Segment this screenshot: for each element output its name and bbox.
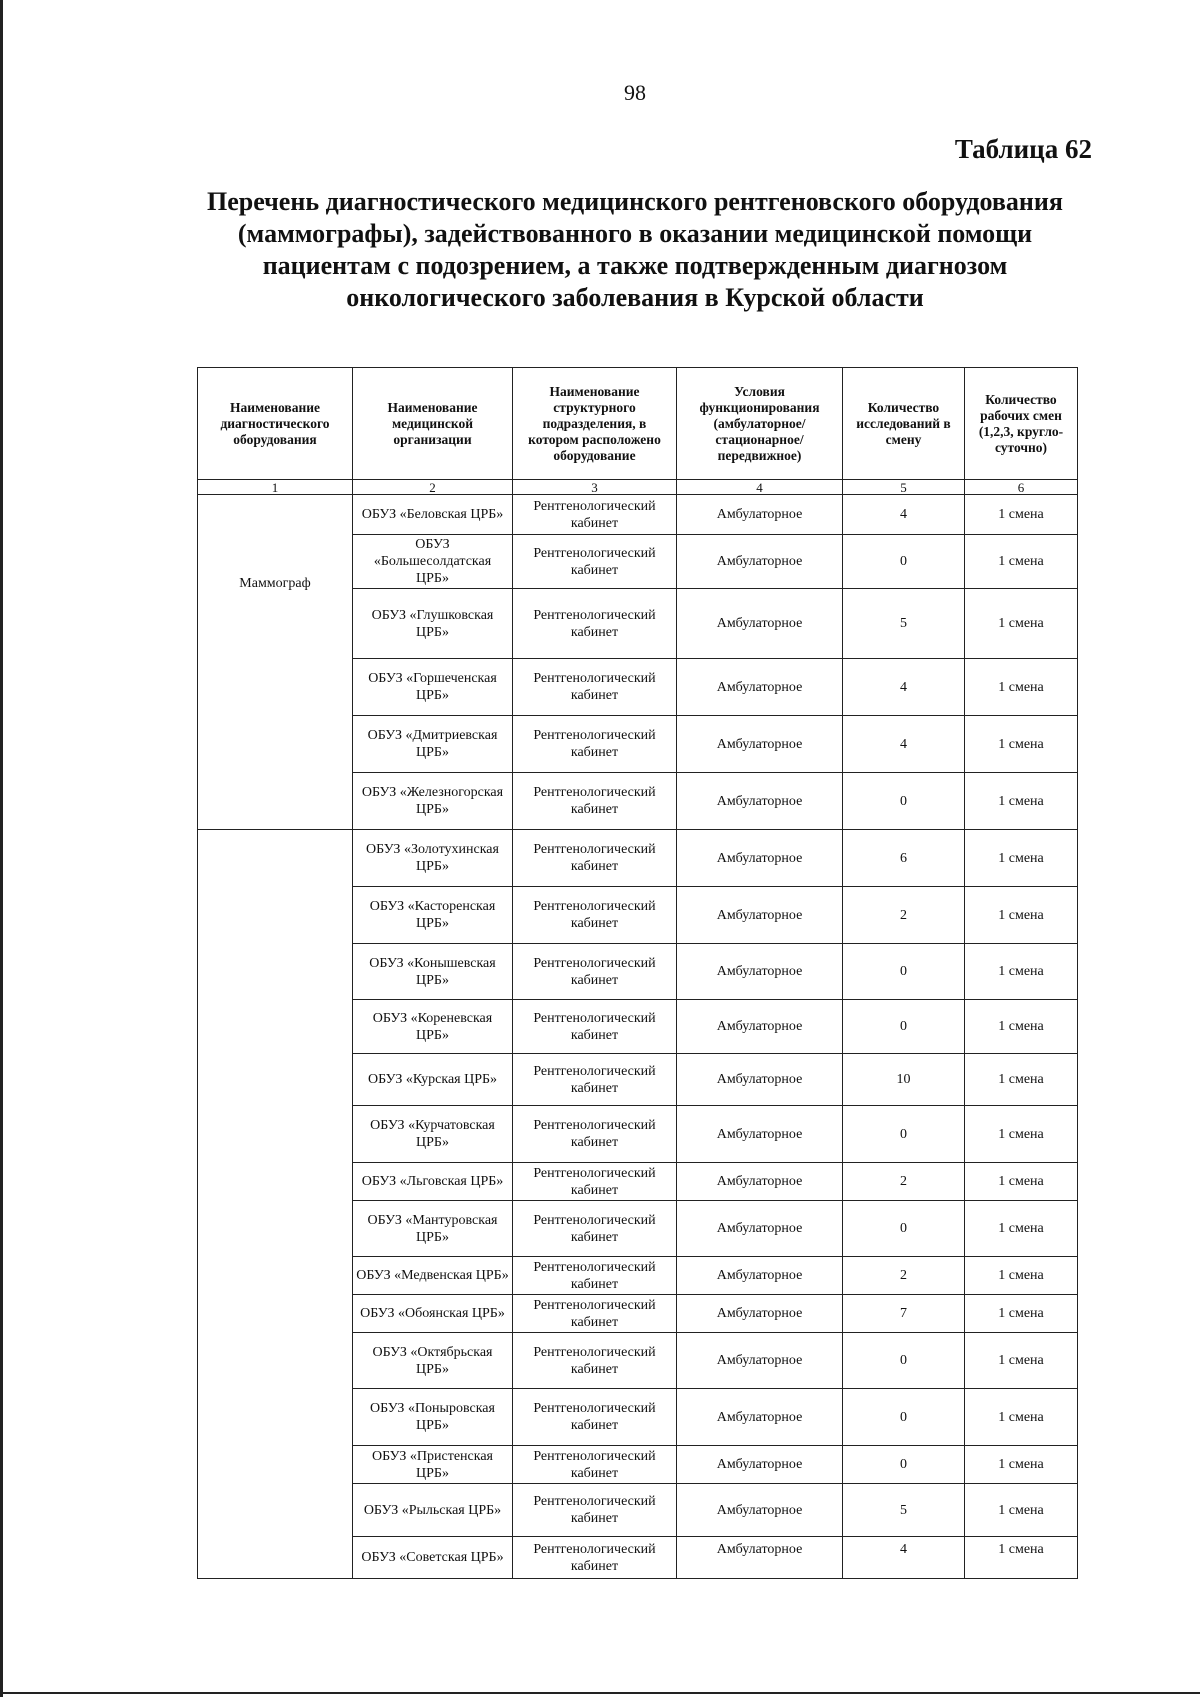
header-row <box>198 368 1078 480</box>
count-cell: 2 <box>843 887 965 944</box>
shifts-cell: 1 смена <box>965 659 1078 716</box>
dept-cell: Рентгенологический кабинет <box>513 1201 677 1257</box>
dept-cell: Рентгенологический кабинет <box>513 1000 677 1054</box>
count-cell: 0 <box>843 1201 965 1257</box>
conditions-cell: Амбулаторное <box>677 659 843 716</box>
org-cell: ОБУЗ «Горшеченская ЦРБ» <box>353 659 513 716</box>
column-header: Условия функционирования (амбулаторное/ стационарное/ передвижное) <box>677 368 843 480</box>
equipment-cell-continued <box>198 830 353 1579</box>
dept-cell: Рентгенологический кабинет <box>513 1163 677 1201</box>
org-cell: ОБУЗ «Касторенская ЦРБ» <box>353 887 513 944</box>
equipment-cell: Маммограф <box>198 495 353 830</box>
equipment-table <box>197 367 1078 1579</box>
column-number-row <box>198 480 1078 495</box>
conditions-cell: Амбулаторное <box>677 1295 843 1333</box>
dept-cell: Рентгенологический кабинет <box>513 944 677 1000</box>
org-cell: ОБУЗ «Рыльская ЦРБ» <box>353 1484 513 1537</box>
count-cell: 0 <box>843 1446 965 1484</box>
shifts-cell: 1 смена <box>965 1257 1078 1295</box>
shifts-cell: 1 смена <box>965 944 1078 1000</box>
count-cell: 0 <box>843 1389 965 1446</box>
dept-cell: Рентгенологический кабинет <box>513 659 677 716</box>
org-cell: ОБУЗ «Глушковская ЦРБ» <box>353 589 513 659</box>
document-title: Перечень диагностического медицинского рентгеновского оборудования (маммографы), задействованного в оказании медицинской помощи пациентам с подозрением, а также подтвержденным диагнозом онкологического заболевания в Курской области <box>207 187 1063 312</box>
count-cell: 10 <box>843 1054 965 1106</box>
shifts-cell: 1 смена <box>965 1484 1078 1537</box>
org-cell: ОБУЗ «Курчатовская ЦРБ» <box>353 1106 513 1163</box>
count-cell: 4 <box>843 1537 965 1579</box>
count-cell: 4 <box>843 659 965 716</box>
column-number: 1 <box>198 480 353 495</box>
dept-cell: Рентгенологический кабинет <box>513 1446 677 1484</box>
shifts-cell: 1 смена <box>965 589 1078 659</box>
conditions-cell: Амбулаторное <box>677 1333 843 1389</box>
org-cell: ОБУЗ «Поныровская ЦРБ» <box>353 1389 513 1446</box>
org-cell: ОБУЗ «Пристенская ЦРБ» <box>353 1446 513 1484</box>
column-header: Количество рабочих смен (1,2,3, кругло-суточно) <box>965 368 1078 480</box>
count-cell: 6 <box>843 830 965 887</box>
conditions-cell: Амбулаторное <box>677 887 843 944</box>
shifts-cell: 1 смена <box>965 773 1078 830</box>
org-cell: ОБУЗ «Обоянская ЦРБ» <box>353 1295 513 1333</box>
shifts-cell: 1 смена <box>965 495 1078 535</box>
dept-cell: Рентгенологический кабинет <box>513 716 677 773</box>
conditions-cell: Амбулаторное <box>677 830 843 887</box>
dept-cell: Рентгенологический кабинет <box>513 1537 677 1579</box>
conditions-cell: Амбулаторное <box>677 1257 843 1295</box>
conditions-cell: Амбулаторное <box>677 716 843 773</box>
count-cell: 2 <box>843 1257 965 1295</box>
org-cell: ОБУЗ «Октябрьская ЦРБ» <box>353 1333 513 1389</box>
org-cell: ОБУЗ «Конышевская ЦРБ» <box>353 944 513 1000</box>
dept-cell: Рентгенологический кабинет <box>513 589 677 659</box>
org-cell: ОБУЗ «Железногорская ЦРБ» <box>353 773 513 830</box>
org-cell: ОБУЗ «Кореневская ЦРБ» <box>353 1000 513 1054</box>
count-cell: 2 <box>843 1163 965 1201</box>
dept-cell: Рентгенологический кабинет <box>513 1333 677 1389</box>
table-label: Таблица 62 <box>954 134 1092 164</box>
org-cell: ОБУЗ «Золотухинская ЦРБ» <box>353 830 513 887</box>
count-cell: 4 <box>843 495 965 535</box>
count-cell: 0 <box>843 1000 965 1054</box>
count-cell: 5 <box>843 589 965 659</box>
column-header: Количество исследований в смену <box>843 368 965 480</box>
shifts-cell: 1 смена <box>965 1163 1078 1201</box>
conditions-cell: Амбулаторное <box>677 1537 843 1579</box>
org-cell: ОБУЗ «Советская ЦРБ» <box>353 1537 513 1579</box>
shifts-cell: 1 смена <box>965 1446 1078 1484</box>
shifts-cell: 1 смена <box>965 1295 1078 1333</box>
conditions-cell: Амбулаторное <box>677 1201 843 1257</box>
column-number: 5 <box>843 480 965 495</box>
org-cell: ОБУЗ «Мантуровская ЦРБ» <box>353 1201 513 1257</box>
table-row <box>198 830 1078 887</box>
count-cell: 0 <box>843 773 965 830</box>
shifts-cell: 1 смена <box>965 1054 1078 1106</box>
dept-cell: Рентгенологический кабинет <box>513 1389 677 1446</box>
dept-cell: Рентгенологический кабинет <box>513 1484 677 1537</box>
shifts-cell: 1 смена <box>965 1201 1078 1257</box>
dept-cell: Рентгенологический кабинет <box>513 887 677 944</box>
shifts-cell: 1 смена <box>965 1333 1078 1389</box>
column-header: Наименование структурного подразделения, в котором расположено оборудование <box>513 368 677 480</box>
conditions-cell: Амбулаторное <box>677 589 843 659</box>
org-cell: ОБУЗ «Медвенская ЦРБ» <box>353 1257 513 1295</box>
column-number: 2 <box>353 480 513 495</box>
conditions-cell: Амбулаторное <box>677 1446 843 1484</box>
org-cell: ОБУЗ «Большесолдатская ЦРБ» <box>353 535 513 589</box>
page-bottom-line <box>0 1692 1200 1694</box>
shifts-cell: 1 смена <box>965 887 1078 944</box>
column-header: Наименование медицинской организации <box>353 368 513 480</box>
org-cell: ОБУЗ «Курская ЦРБ» <box>353 1054 513 1106</box>
count-cell: 7 <box>843 1295 965 1333</box>
column-header: Наименование диагностического оборудования <box>198 368 353 480</box>
dept-cell: Рентгенологический кабинет <box>513 1295 677 1333</box>
dept-cell: Рентгенологический кабинет <box>513 1054 677 1106</box>
shifts-cell: 1 смена <box>965 535 1078 589</box>
count-cell: 4 <box>843 716 965 773</box>
conditions-cell: Амбулаторное <box>677 1000 843 1054</box>
conditions-cell: Амбулаторное <box>677 1054 843 1106</box>
shifts-cell: 1 смена <box>965 1106 1078 1163</box>
count-cell: 0 <box>843 535 965 589</box>
dept-cell: Рентгенологический кабинет <box>513 773 677 830</box>
org-cell: ОБУЗ «Беловская ЦРБ» <box>353 495 513 535</box>
count-cell: 0 <box>843 1333 965 1389</box>
column-number: 4 <box>677 480 843 495</box>
shifts-cell: 1 смена <box>965 830 1078 887</box>
count-cell: 5 <box>843 1484 965 1537</box>
dept-cell: Рентгенологический кабинет <box>513 830 677 887</box>
conditions-cell: Амбулаторное <box>677 1106 843 1163</box>
dept-cell: Рентгенологический кабинет <box>513 495 677 535</box>
count-cell: 0 <box>843 944 965 1000</box>
conditions-cell: Амбулаторное <box>677 1484 843 1537</box>
conditions-cell: Амбулаторное <box>677 535 843 589</box>
page-edge-line <box>0 0 3 1697</box>
shifts-cell: 1 смена <box>965 716 1078 773</box>
column-number: 6 <box>965 480 1078 495</box>
shifts-cell: 1 смена <box>965 1389 1078 1446</box>
page-number: 98 <box>624 80 646 105</box>
dept-cell: Рентгенологический кабинет <box>513 1106 677 1163</box>
conditions-cell: Амбулаторное <box>677 495 843 535</box>
shifts-cell: 1 смена <box>965 1537 1078 1579</box>
conditions-cell: Амбулаторное <box>677 1163 843 1201</box>
org-cell: ОБУЗ «Дмитриевская ЦРБ» <box>353 716 513 773</box>
org-cell: ОБУЗ «Льговская ЦРБ» <box>353 1163 513 1201</box>
dept-cell: Рентгенологический кабинет <box>513 1257 677 1295</box>
conditions-cell: Амбулаторное <box>677 1389 843 1446</box>
column-number: 3 <box>513 480 677 495</box>
table-row <box>198 495 1078 535</box>
conditions-cell: Амбулаторное <box>677 773 843 830</box>
conditions-cell: Амбулаторное <box>677 944 843 1000</box>
shifts-cell: 1 смена <box>965 1000 1078 1054</box>
dept-cell: Рентгенологический кабинет <box>513 535 677 589</box>
count-cell: 0 <box>843 1106 965 1163</box>
